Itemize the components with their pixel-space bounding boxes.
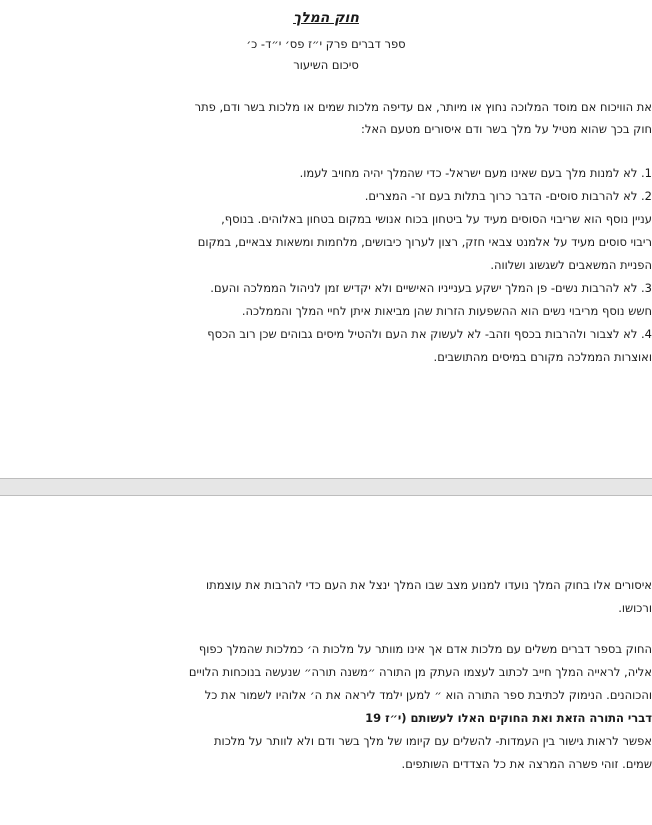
page-break — [0, 478, 652, 496]
paragraph-line: ורכושו. — [618, 601, 652, 615]
paragraph-line: שמים. זוהי פשרה המרצה את כל הצדדים השותפים. — [401, 757, 652, 771]
paragraph-line: החוק בספר דברים משלים עם מלכות אדם אך אינו מוותר על מלכות ה׳ כמלכות שהמלך כפוף — [198, 642, 652, 656]
list-item-continuation: חשש נוסף מריבוי נשים הוא ההשפעות הזרות שהן מביאות איתן לחיי המלך והממלכה. — [241, 304, 652, 318]
list-item: 4. לא לצבור ולהרבות בכסף וזהב- לא לעשוק את העם ולהטיל מיסים גבוהים שכן רוב הכסף — [207, 327, 652, 341]
intro-line: חוק בכך שהוא מטיל על מלך בשר ודם איסורים מטעם האל: — [361, 122, 652, 136]
document-subtitle-summary: סיכום השיעור — [293, 58, 359, 72]
paragraph-line: והכוהנים. הנימוק לכתיבת ספר התורה הוא ״ למען ילמד ליראה את ה׳ אלוהיו לשמור את כל — [204, 688, 652, 702]
paragraph-line: אליה, לראייה המלך חייב לכתוב לעצמו העתק מן התורה ״משנה תורה״ שנעשה בנוכחות הלויים — [188, 665, 652, 679]
document-page-2 — [0, 496, 652, 825]
intro-line: את הוויכוח אם מוסד המלוכה נחוץ או מיותר, אם עדיפה מלכות שמים או מלכות בשר ודם, פתר — [194, 100, 652, 114]
paragraph-line: איסורים אלו בחוק המלך נועדו למנוע מצב שבו המלך ינצל את העם כדי להרבות את עוצמתו — [206, 578, 652, 592]
list-item-continuation: הפניית המשאבים לשגשוג ושלווה. — [490, 258, 652, 272]
list-item-continuation: עניין נוסף הוא שריבוי הסוסים מעיד על ביטחון בכוח אנושי במקום בטחון באלוהים. בנוסף, — [221, 212, 652, 226]
list-item: 2. לא להרבות סוסים- הדבר כרוך בתלות בעם זר- המצרים. — [364, 189, 652, 203]
list-item: 3. לא להרבות נשים- פן המלך ישקע בענייניו האישיים ולא יקדיש זמן לניהול הממלכה והעם. — [210, 281, 652, 295]
document-subtitle-source: ספר דברים פרק י״ז פס׳ י״ד- כ׳ — [246, 37, 406, 51]
paragraph-line: אפשר לראות גישור בין העמדות- להשלים עם קיומו של מלך בשר ודם ולא לוותר על מלכות — [214, 734, 652, 748]
list-item-continuation: ריבוי סוסים מעיד על אלמנט צבאי חזק, רצון לערוך כיבושים, מלחמות ומשאות צבאיים, במקום — [197, 235, 652, 249]
list-item: 1. לא למנות מלך בעם שאינו מעם ישראל- כדי שהמלך יהיה מחויב לעמו. — [299, 166, 652, 180]
list-item-continuation: ואוצרות הממלכה מקורם במיסים מהתושבים. — [433, 350, 652, 364]
document-title: חוק המלך — [293, 10, 359, 26]
paragraph-line-quote: דברי התורה הזאת ואת החוקים האלו לעשותם (י״ז 19 — [365, 711, 652, 725]
